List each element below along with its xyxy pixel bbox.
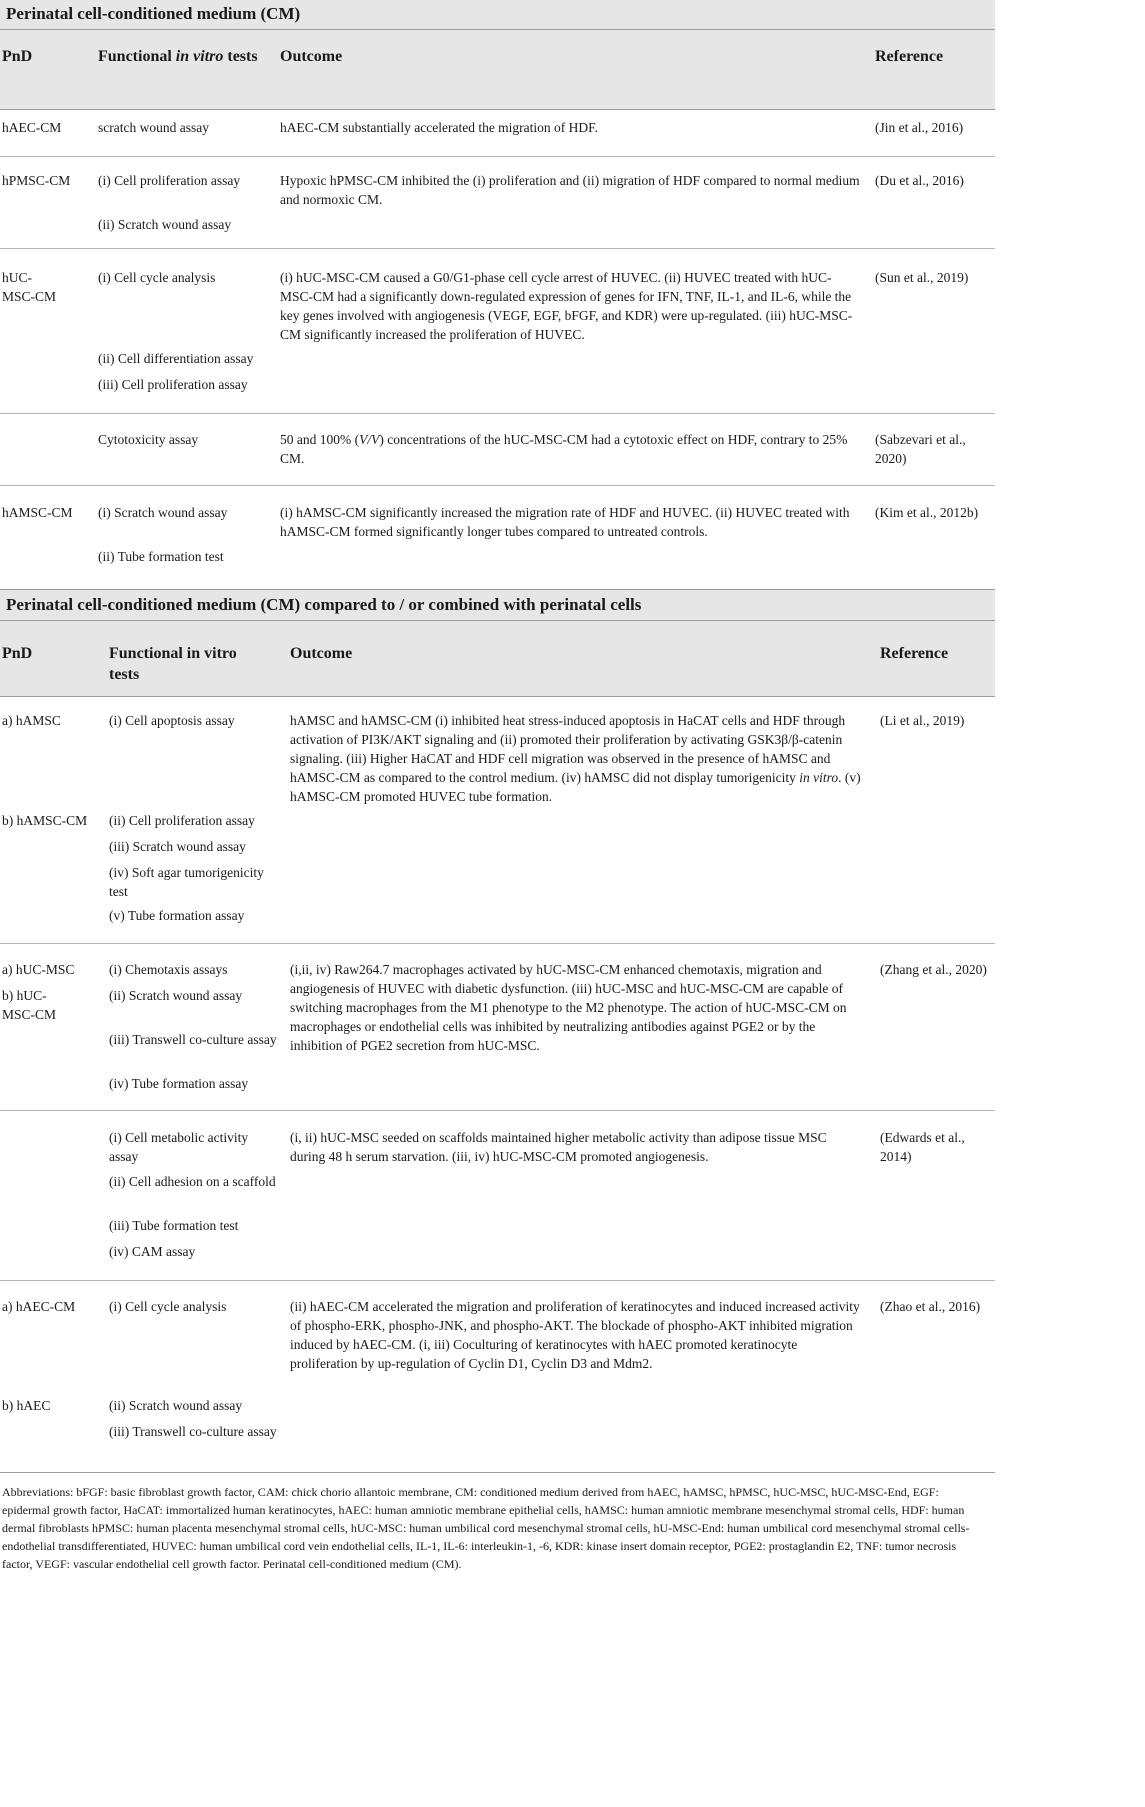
outcome-part: hAMSC and hAMSC-CM (i) inhibited heat stress-induced apoptosis in HaCAT cells and HDF through activation of PI3K/AKT signaling and (ii) promoted their proliferation by activating GSK3β/β-catenin signaling. (iii) Higher HaCAT and HDF cell migration was observed in the presence of hAMSC and hAMSC-CM as compared to the control medium. (iv) hAMSC did not display tumorigenicity xyxy=(290,713,846,785)
header-tests-c: tests xyxy=(223,48,258,65)
table-header xyxy=(0,621,995,697)
cell-pnd: b) hAEC xyxy=(2,1398,51,1413)
cell-outcome: hAEC-CM substantially accelerated the migration of HDF. xyxy=(280,120,598,135)
cell-pnd: a) hUC-MSC xyxy=(2,962,75,977)
outcome-italic: in vitro xyxy=(799,770,839,785)
cell-outcome: (ii) hAEC-CM accelerated the migration and proliferation of keratinocytes and induced increased activity of phospho-ERK, phospho-JNK, and phospho-AKT. The blockade of phospho-AKT inhibited migration induced by hAEC-CM. (i, iii) Coculturing of keratinocytes with hAEC promoted keratinocyte proliferation by up-regulation of Cyclin D1, Cyclin D3 and Mdm2. xyxy=(290,1299,860,1371)
cell-outcome xyxy=(280,430,860,468)
cell-pnd: b) hUC-MSC-CM xyxy=(2,988,57,1022)
header-outcome: Outcome xyxy=(290,645,353,662)
table-row xyxy=(0,486,995,579)
cell-test: (i) Cell cycle analysis xyxy=(109,1299,227,1314)
abbreviations-footnote: Abbreviations: bFGF: basic fibroblast growth factor, CAM: chick chorio allantoic membrane, CM: conditioned medium derived from hAEC, hAMSC, hPMSC, hUC-MSC, hUC-MSC-End, EGF: epidermal growth factor, HaCAT: immortalized human keratinocytes, hAEC: human amniotic membrane epithelial cells, hAMSC: human amniotic membrane mesenchymal stromal cells, HDF: human dermal fibroblasts hPMSC: human placenta mesenchymal stromal cells, hUC-MSC: human umbilical cord mesenchymal stromal cells, hU-MSC-End: human umbilical cord mesenchymal stromal cells-endothelial transdifferentiated, HUVEC: human umbilical cord vein endothelial cells, IL-1, IL-6: interleukin-1, -6, KDR: kinase insert domain receptor, PGE2: prostaglandin E2, TNF: tumor necrosis factor, VEGF: vascular endothelial cell growth factor. Perinatal cell-conditioned medium (CM). xyxy=(2,1485,970,1571)
table-row xyxy=(0,697,995,944)
cell-test: (iii) Transwell co-culture assay xyxy=(109,1032,277,1047)
table-row xyxy=(0,110,995,157)
cell-pnd: b) hAMSC-CM xyxy=(2,813,88,828)
header-tests xyxy=(98,46,263,67)
cell-outcome: (i,ii, iv) Raw264.7 macrophages activated by hUC-MSC-CM enhanced chemotaxis, migration and angiogenesis of HUVEC with diabetic dysfunction. (iii) hUC-MSC and hUC-MSC-CM are capable of switching macrophages from the M1 phenotype to the M2 phenotype. The action of hUC-MSC-CM on macrophages or endothelial cells was inhibited by neutralizing antibodies against PGE2 or by the inhibition of PGE2 secretion from hUC-MSC. xyxy=(290,962,847,1053)
cell-test: (iv) Tube formation assay xyxy=(109,1076,249,1091)
header-reference: Reference xyxy=(880,645,949,662)
table-row xyxy=(0,1111,995,1281)
cell-reference: (Kim et al., 2012b) xyxy=(875,505,979,520)
table-header xyxy=(0,30,995,110)
cell-test: (ii) Tube formation test xyxy=(98,549,224,564)
cell-outcome: (i) hUC-MSC-CM caused a G0/G1-phase cell cycle arrest of HUVEC. (ii) HUVEC treated with hUC-MSC-CM had a significantly down-regulated expression of genes for IFN, TNF, IL-1, and IL-6, while the key genes involved with angiogenesis (VEGF, EGF, bFGF, and KDR) were up-regulated. (iii) hUC-MSC-CM significantly increased the proliferation of HUVEC. xyxy=(280,270,853,342)
cell-test: (iii) Tube formation test xyxy=(109,1218,239,1233)
cell-outcome: (i) hAMSC-CM significantly increased the migration rate of HDF and HUVEC. (ii) HUVEC treated with hAMSC-CM formed significantly longer tubes compared to untreated controls. xyxy=(280,505,850,539)
cell-reference: (Zhao et al., 2016) xyxy=(880,1299,981,1314)
cell-reference: (Zhang et al., 2020) xyxy=(880,962,987,977)
cell-test: scratch wound assay xyxy=(98,120,209,135)
cell-test: (ii) Cell adhesion on a scaffold xyxy=(109,1174,276,1189)
header-tests-a: Functional xyxy=(98,48,176,65)
cell-test: (iii) Scratch wound assay xyxy=(109,839,246,854)
outcome-part: . (v) hAMSC-CM promoted HUVEC tube formation. xyxy=(290,770,861,804)
cell-test: (ii) Scratch wound assay xyxy=(98,217,232,232)
cell-test: (i) Cell apoptosis assay xyxy=(109,713,235,728)
cell-test: (iv) CAM assay xyxy=(109,1244,196,1259)
header-tests-b: in vitro xyxy=(175,48,224,65)
cell-test: (ii) Cell differentiation assay xyxy=(98,351,254,366)
table-row xyxy=(0,157,995,249)
cell-test: (i) Scratch wound assay xyxy=(98,505,228,520)
cell-test: (iv) Soft agar tumorigenicity test xyxy=(109,865,264,899)
header-pnd: PnD xyxy=(2,645,33,662)
cell-pnd: hAMSC-CM xyxy=(2,505,73,520)
cell-reference: (Jin et al., 2016) xyxy=(875,120,964,135)
cell-pnd: hUC-MSC-CM xyxy=(2,270,57,304)
cell-test: (i) Chemotaxis assays xyxy=(109,962,228,977)
cell-test: (ii) Scratch wound assay xyxy=(109,988,243,1003)
cell-test: (iii) Cell proliferation assay xyxy=(98,377,248,392)
cell-pnd: hPMSC-CM xyxy=(2,173,71,188)
section-title-cm: Perinatal cell-conditioned medium (CM) xyxy=(0,0,995,30)
cell-outcome: (i, ii) hUC-MSC seeded on scaffolds maintained higher metabolic activity than adipose tissue MSC during 48 h serum starvation. (iii, iv) hUC-MSC-CM promoted angiogenesis. xyxy=(290,1130,827,1164)
cell-test: (iii) Transwell co-culture assay xyxy=(109,1424,277,1439)
cell-reference: (Sun et al., 2019) xyxy=(875,270,969,285)
cell-pnd: hAEC-CM xyxy=(2,120,62,135)
table-row xyxy=(0,944,995,1111)
cell-pnd: a) hAEC-CM xyxy=(2,1299,76,1314)
table-row xyxy=(0,249,995,414)
cell-test: (v) Tube formation assay xyxy=(109,908,245,923)
table-row xyxy=(0,414,995,486)
header-tests: Functional in vitro tests xyxy=(109,645,237,683)
cell-test: Cytotoxicity assay xyxy=(98,432,199,447)
table-row xyxy=(0,1281,995,1473)
section-title-combined: Perinatal cell-conditioned medium (CM) compared to / or combined with perinatal cells xyxy=(0,589,995,621)
cell-test: (i) Cell cycle analysis xyxy=(98,270,216,285)
header-reference: Reference xyxy=(875,48,944,65)
cell-reference: (Du et al., 2016) xyxy=(875,173,964,188)
cell-reference: (Sabzevari et al., 2020) xyxy=(875,432,966,466)
header-pnd: PnD xyxy=(2,48,33,65)
outcome-part: 50 and 100% ( xyxy=(280,432,360,447)
cell-test: (ii) Scratch wound assay xyxy=(109,1398,243,1413)
cell-test: (i) Cell metabolic activity assay xyxy=(109,1130,249,1164)
cell-outcome xyxy=(290,711,862,806)
cell-outcome: Hypoxic hPMSC-CM inhibited the (i) proliferation and (ii) migration of HDF compared to normal medium and normoxic CM. xyxy=(280,173,860,207)
cell-test: (ii) Cell proliferation assay xyxy=(109,813,255,828)
header-outcome: Outcome xyxy=(280,48,343,65)
cell-reference: (Edwards et al., 2014) xyxy=(880,1130,965,1164)
outcome-part: ) concentrations of the hUC-MSC-CM had a cytotoxic effect on HDF, contrary to 25% CM. xyxy=(280,432,848,466)
cell-test: (i) Cell proliferation assay xyxy=(98,173,241,188)
cell-pnd: a) hAMSC xyxy=(2,713,61,728)
outcome-italic: V/V xyxy=(359,432,380,447)
cell-reference: (Li et al., 2019) xyxy=(880,713,965,728)
